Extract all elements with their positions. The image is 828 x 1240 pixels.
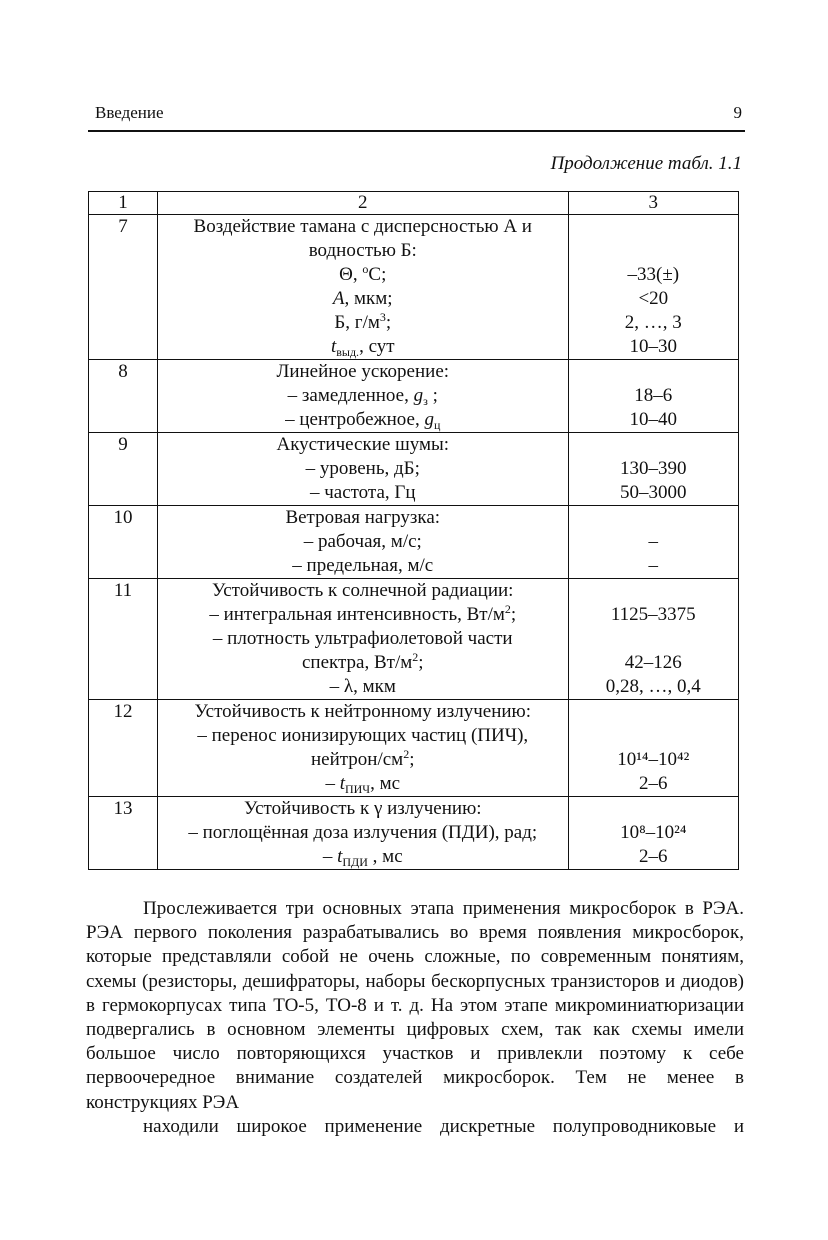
parameter-value: –33(±) (627, 264, 680, 285)
parameter-text-post: ; (427, 385, 438, 406)
parameter-text-sub: ц (433, 418, 441, 432)
parameter-value (569, 700, 738, 724)
parameter-text-pre: Б, г/м (334, 312, 380, 333)
parameter-value: 10–30 (629, 336, 678, 357)
value-cell (568, 797, 738, 870)
table-row (89, 360, 739, 433)
table-row (89, 579, 739, 700)
parameter-value: 42–126 (624, 652, 682, 673)
table-header-row (89, 192, 739, 215)
parameter-line (158, 215, 568, 239)
parameter-cell (157, 700, 568, 797)
parameter-text-pre: – центробежное, (285, 409, 425, 430)
table-row (89, 215, 739, 360)
parameter-line (158, 554, 568, 578)
parameter-text-pre: – плотность ультрафиолетовой части (212, 628, 513, 649)
parameter-value: 2, …, 3 (624, 312, 682, 333)
value-cell (568, 506, 738, 579)
parameter-value (569, 360, 738, 384)
parameter-value: 130–390 (620, 458, 687, 479)
parameter-value: 50–3000 (620, 482, 687, 503)
value-cell (568, 433, 738, 506)
parameter-value: 10¹⁴–10⁴² (617, 749, 690, 770)
parameter-text-post: , мс (370, 773, 401, 794)
parameter-value (569, 215, 738, 239)
parameter-line (158, 675, 568, 699)
parameter-text-sup: 3 (379, 310, 386, 324)
parameter-value: 1125–3375 (610, 604, 696, 625)
parameter-line (158, 311, 568, 335)
parameter-value: <20 (638, 288, 669, 309)
row-number-cell: 9 (89, 433, 158, 506)
parameter-value (569, 433, 738, 457)
parameter-text-pre: Устойчивость к нейтронному излучению: (194, 701, 531, 722)
parameter-text-post: , мс (367, 846, 403, 867)
header-rule (88, 130, 745, 132)
table-row (89, 506, 739, 579)
column-header: 2 (157, 192, 568, 215)
parameter-text-pre: Устойчивость к солнечной радиации: (212, 580, 514, 601)
parameter-text-pre: – уровень, дБ; (305, 458, 420, 479)
parameter-text-pre: – рабочая, м/с; (303, 531, 422, 552)
parameter-value (569, 724, 738, 748)
parameter-text-sup: 2 (504, 602, 511, 616)
parameter-cell (157, 433, 568, 506)
parameter-line (158, 263, 568, 287)
parameter-value: – (648, 555, 659, 576)
parameter-value (569, 797, 738, 821)
row-number-cell: 7 (89, 215, 158, 360)
parameter-text-ital: t (339, 773, 345, 794)
row-number-cell: 10 (89, 506, 158, 579)
parameter-text-pre: – интегральная интенсивность, Вт/м (209, 604, 505, 625)
parameter-cell (157, 215, 568, 360)
column-header: 3 (568, 192, 738, 215)
row-number-cell: 12 (89, 700, 158, 797)
parameter-cell (157, 579, 568, 700)
parameter-value: 2–6 (639, 846, 668, 867)
parameter-line (158, 287, 568, 311)
parameter-line (158, 603, 568, 627)
parameter-value: 0,28, …, 0,4 (605, 676, 701, 697)
parameter-text-post: С; (368, 264, 387, 285)
parameter-text-pre: Ветровая нагрузка: (285, 507, 441, 528)
parameter-value (569, 627, 738, 651)
parameter-text-pre: – частота, Гц (309, 482, 416, 503)
parameter-cell (157, 360, 568, 433)
parameter-line (158, 457, 568, 481)
parameter-line (158, 408, 568, 432)
parameter-line (158, 530, 568, 554)
parameter-line (158, 360, 568, 384)
parameter-value (569, 239, 738, 263)
column-header: 1 (89, 192, 158, 215)
parameter-line (158, 433, 568, 457)
parameters-table (88, 191, 739, 870)
paragraph-text: Прослеживается три основных этапа применения микросборок в РЭА. РЭА первого поколения разрабатывались во время появления микросборок, которые представляли собой не очень сложные, по современным понятиям, схемы (резисторы, дешифраторы, наборы бескорпусных транзисторов и диодов) в гермокорпусах типа ТО-5, ТО-8 и т. д. На этом этапе микроминиатюризации подвергались в основном элементы цифровых схем, так как схемы имели большое число повторяющихся участков и привлекли поэтому к себе первоочередное внимание создателей микросборок. Тем не менее в конструкциях РЭА (86, 898, 744, 1113)
value-cell (568, 215, 738, 360)
parameter-value (569, 506, 738, 530)
row-number-cell: 8 (89, 360, 158, 433)
parameter-text-sub: ПДИ (342, 855, 368, 869)
parameter-text-pre: Устойчивость к γ излучению: (243, 798, 482, 819)
body-paragraph (86, 897, 744, 1139)
parameter-line (158, 700, 568, 724)
parameter-text-post: ; (510, 604, 517, 625)
parameter-text-sup: 2 (403, 747, 410, 761)
parameter-text-pre: Акустические шумы: (276, 434, 450, 455)
parameter-text-pre: Воздействие тамана с дисперсностью А и (193, 216, 532, 237)
parameter-line (158, 748, 568, 772)
parameter-text-post: , мкм; (344, 288, 393, 309)
parameter-text-ital: t (337, 846, 343, 867)
parameter-text-post: ; (385, 312, 392, 333)
parameter-text-sub: ПИЧ (344, 782, 371, 796)
parameter-text-sub: з (423, 394, 428, 408)
parameter-value: 10–40 (629, 409, 678, 430)
parameter-text-pre: – (325, 773, 340, 794)
parameter-value: 18–6 (634, 385, 673, 406)
parameter-line (158, 845, 568, 869)
parameter-text-pre: Линейное ускорение: (276, 361, 450, 382)
parameter-text-ital: A (332, 288, 345, 309)
parameter-value: – (648, 531, 659, 552)
parameter-text-pre: спектра, Вт/м (301, 652, 413, 673)
parameter-text-ital: g (413, 385, 424, 406)
table-row (89, 433, 739, 506)
parameter-text-pre: – (322, 846, 338, 867)
paragraph-last-line: находили широкое применение дискретные полупроводниковые и (143, 1115, 744, 1137)
parameter-text-sup: 2 (412, 650, 419, 664)
table-row (89, 700, 739, 797)
parameter-text-pre: – поглощённая доза излучения (ПДИ), рад; (188, 822, 538, 843)
value-cell (568, 579, 738, 700)
parameter-cell (157, 506, 568, 579)
parameter-value (569, 579, 738, 603)
parameter-line (158, 821, 568, 845)
parameter-value: 10⁸–10²⁴ (620, 822, 687, 843)
parameter-cell (157, 797, 568, 870)
value-cell (568, 360, 738, 433)
table-row (89, 797, 739, 870)
parameter-text-pre: нейтрон/см (311, 749, 404, 770)
parameter-text-post: ; (409, 749, 415, 770)
parameter-line (158, 797, 568, 821)
parameter-line (158, 651, 568, 675)
parameter-text-ital: t (330, 336, 337, 357)
parameter-text-sup: o (362, 262, 369, 276)
table-caption: Продолжение табл. 1.1 (550, 153, 742, 174)
running-header-title: Введение (95, 103, 164, 122)
parameter-line (158, 772, 568, 796)
parameter-text-pre: Θ, (339, 264, 363, 285)
page-number: 9 (733, 103, 742, 122)
parameter-text-pre: водностью Б: (308, 240, 417, 261)
parameter-line (158, 481, 568, 505)
parameter-text-sub: выд. (336, 345, 360, 359)
parameter-line (158, 579, 568, 603)
parameter-value: 2–6 (639, 773, 668, 794)
parameter-line (158, 239, 568, 263)
parameter-line (158, 627, 568, 651)
parameter-text-post: ; (418, 652, 424, 673)
row-number-cell: 11 (89, 579, 158, 700)
parameter-line (158, 724, 568, 748)
parameter-line (158, 506, 568, 530)
parameter-text-pre: – замедленное, (287, 385, 414, 406)
row-number-cell: 13 (89, 797, 158, 870)
parameter-text-pre: – перенос ионизирующих частиц (ПИЧ), (197, 725, 529, 746)
value-cell (568, 700, 738, 797)
parameter-line (158, 384, 568, 408)
parameter-text-ital: g (424, 409, 434, 430)
parameter-text-pre: – предельная, м/с (292, 555, 434, 576)
parameter-line (158, 335, 568, 359)
parameter-text-post: , сут (359, 336, 395, 357)
parameter-text-pre: – λ, мкм (329, 676, 396, 697)
